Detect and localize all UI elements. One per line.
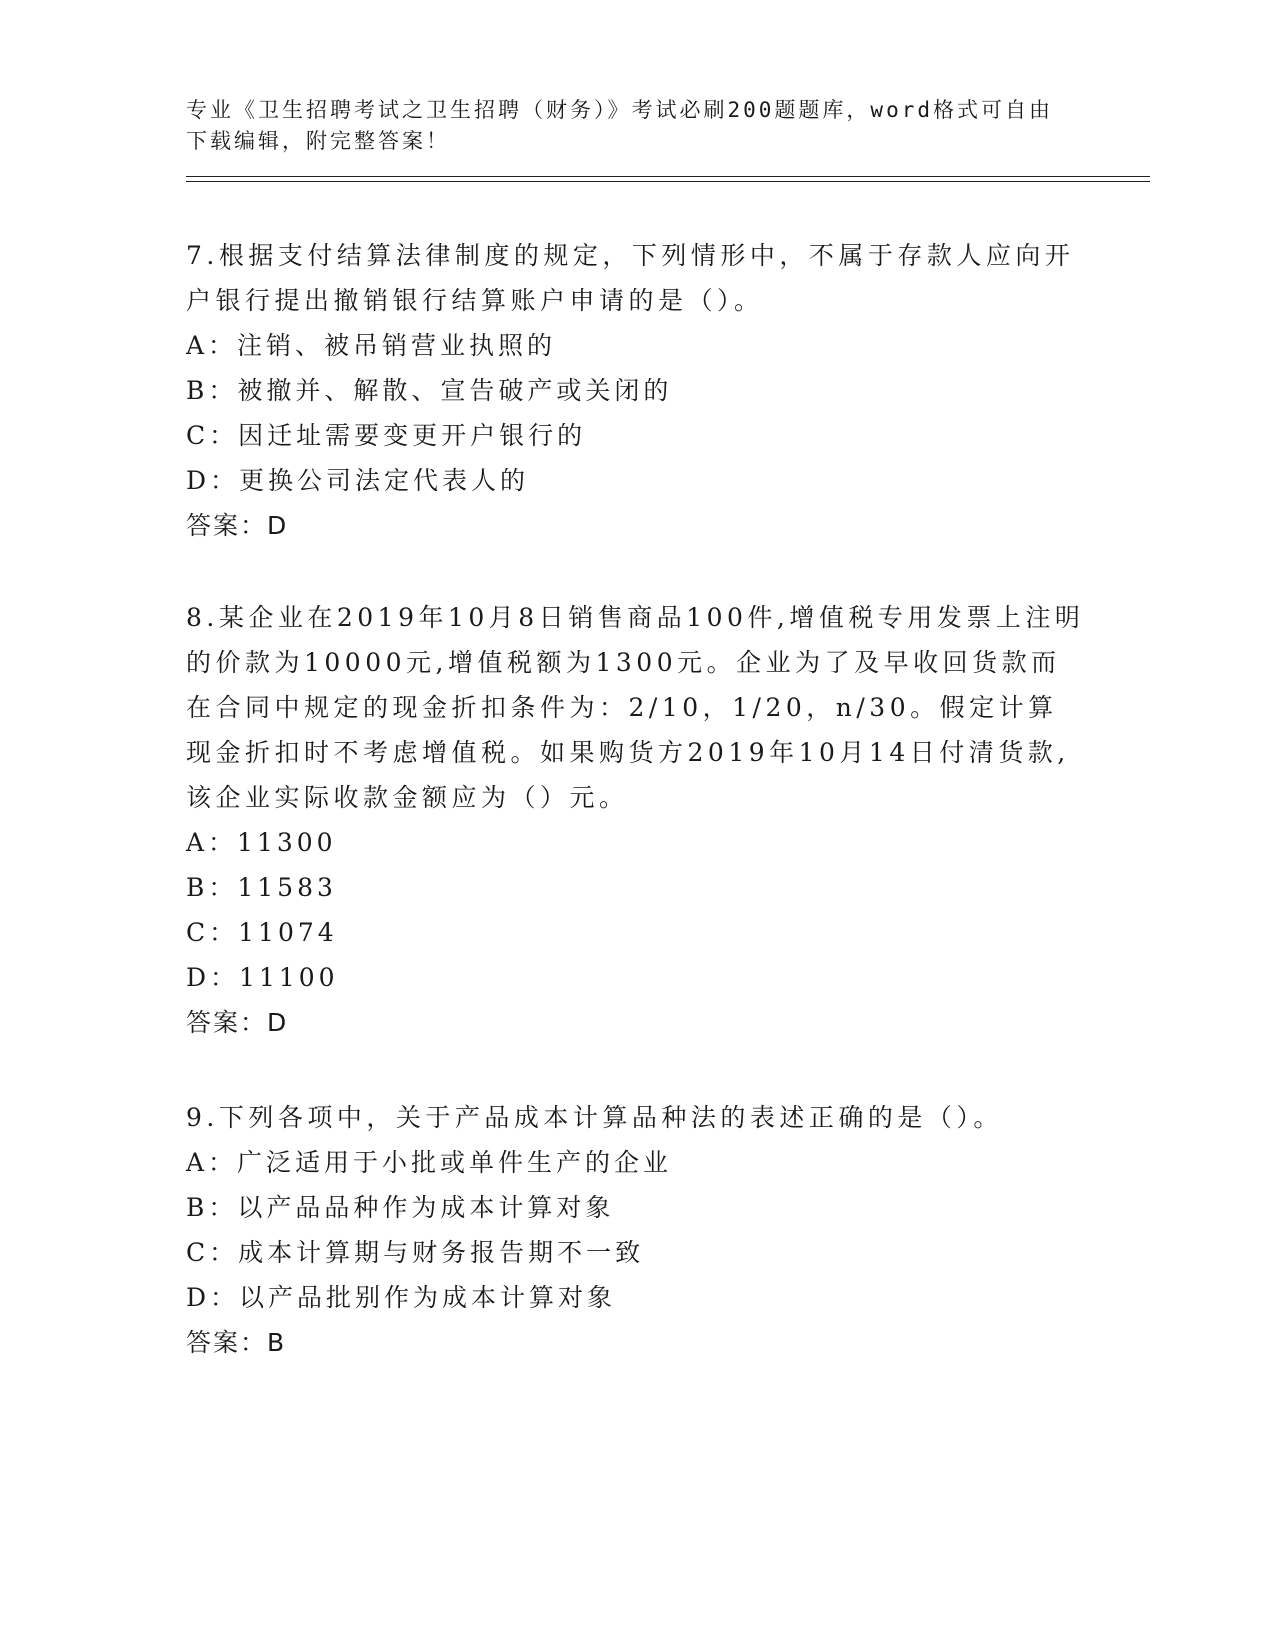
question-7 — [186, 233, 1086, 548]
question-9 — [186, 1095, 1086, 1365]
header-divider-bottom — [186, 181, 1150, 182]
answer-line: 答案：D — [186, 511, 289, 540]
option-c: C：因迁址需要变更开户银行的 — [186, 421, 587, 450]
answer-line: 答案：D — [186, 1008, 289, 1037]
answer-line: 答案：B — [186, 1328, 287, 1357]
option-a: A：11300 — [186, 828, 337, 857]
question-8 — [186, 595, 1086, 1045]
question-stem: 9.下列各项中，关于产品成本计算品种法的表述正确的是（）。 — [186, 1103, 1003, 1132]
option-c: C：成本计算期与财务报告期不一致 — [186, 1238, 645, 1267]
option-d: D：11100 — [186, 963, 339, 992]
option-b: B：11583 — [186, 873, 337, 902]
question-stem: 7.根据支付结算法律制度的规定，下列情形中，不属于存款人应向开户银行提出撤销银行结算账户申请的是（）。 — [186, 241, 1075, 315]
header-divider-top — [186, 176, 1150, 177]
option-d: D：更换公司法定代表人的 — [186, 466, 530, 495]
option-a: A：广泛适用于小批或单件生产的企业 — [186, 1148, 673, 1177]
option-a: A：注销、被吊销营业执照的 — [186, 331, 557, 360]
document-header-intro: 专业《卫生招聘考试之卫生招聘（财务）》考试必刷200题题库，word格式可自由下载编辑，附完整答案！ — [186, 98, 1053, 153]
option-b: B：被撤并、解散、宣告破产或关闭的 — [186, 376, 673, 405]
option-b: B：以产品品种作为成本计算对象 — [186, 1193, 615, 1222]
option-d: D：以产品批别作为成本计算对象 — [186, 1283, 617, 1312]
question-stem: 8.某企业在2019年10月8日销售商品100件,增值税专用发票上注明的价款为10000元,增值税额为1300元。企业为了及早收回货款而在合同中规定的现金折扣条件为：2/10，1/20，n/30。假定计算现金折扣时不考虑增值税。如果购货方2019年10月14日付清货款,该企业实际收款金额应为（）元。 — [186, 603, 1085, 812]
option-c: C：11074 — [186, 918, 338, 947]
